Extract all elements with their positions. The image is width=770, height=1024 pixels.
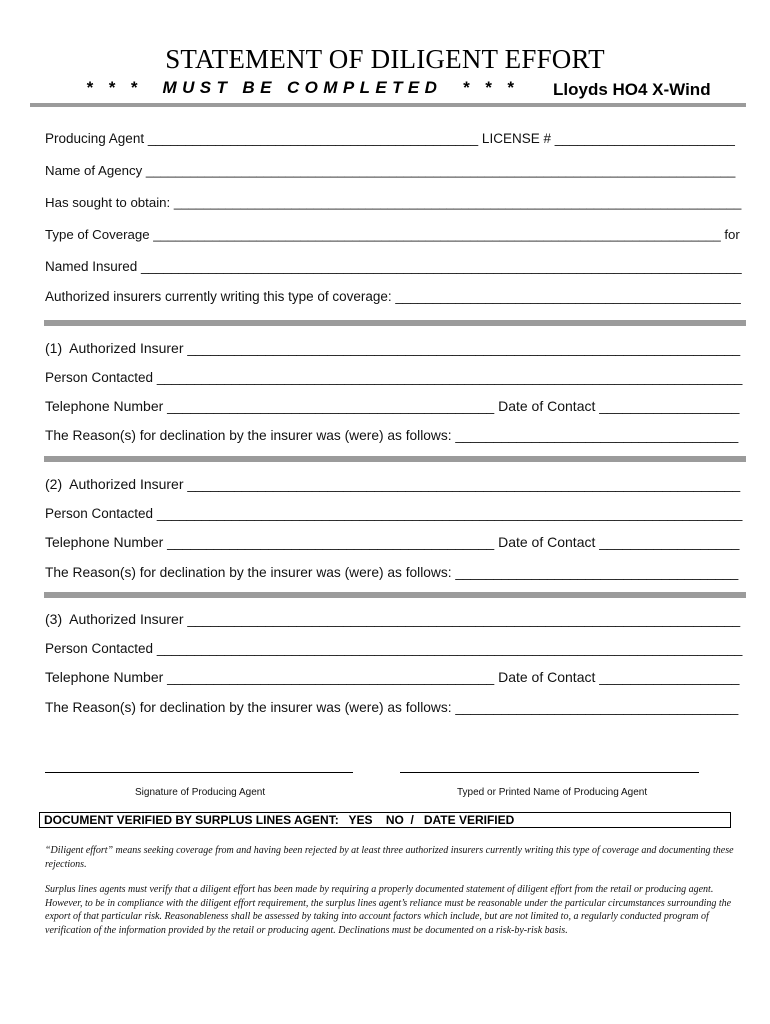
- producing-agent-field[interactable]: Producing Agent ____________________________________________ LICENSE # ________________________: [45, 131, 735, 146]
- section-divider: [44, 456, 746, 462]
- signature-label: Signature of Producing Agent: [135, 787, 266, 798]
- requirement-note: Surplus lines agents must verify that a diligent effort has been made by requiring a properly documented statement of diligent effort from the retail or producing agent. However, to be in compliance with the diligent effort requirement, the surplus lines agent’s reliance must be reasonable under the particular circumstances surrounding the export of that particular risk. Reasonableness shall be assessed by taking into account factors which include, but are not limited to, a regularly conducted program of verification of the information provided by the retail or producing agent. Declinations must be documented on a risk-by-risk basis.: [45, 884, 732, 936]
- header-rule: [30, 103, 746, 107]
- page-title: STATEMENT OF DILIGENT EFFORT: [165, 44, 605, 74]
- section-divider: [44, 320, 746, 326]
- signature-line[interactable]: [45, 772, 353, 773]
- insurer-1-phone-field[interactable]: Telephone Number __________________________________________ Date of Contact __________________: [45, 398, 740, 414]
- insurer-2-authorized-field[interactable]: (2) Authorized Insurer _______________________________________________________________________: [45, 476, 741, 492]
- insurer-2-person-field[interactable]: Person Contacted ______________________________________________________________________________: [45, 506, 743, 521]
- insurer-2-phone-field[interactable]: Telephone Number __________________________________________ Date of Contact __________________: [45, 534, 740, 550]
- insurer-1-person-field[interactable]: Person Contacted ______________________________________________________________________________: [45, 370, 743, 385]
- name-of-agency-field[interactable]: Name of Agency ________________________________________________________________________________: [45, 163, 736, 178]
- printed-name-label: Typed or Printed Name of Producing Agent: [457, 787, 648, 798]
- verification-box[interactable]: DOCUMENT VERIFIED BY SURPLUS LINES AGENT: YES NO / DATE VERIFIED: [39, 812, 731, 828]
- insurer-3-person-field[interactable]: Person Contacted ______________________________________________________________________________: [45, 641, 743, 656]
- type-of-coverage-field[interactable]: Type of Coverage _____________________________________________________________________________ for: [45, 227, 740, 242]
- insurer-2-reason-field[interactable]: The Reason(s) for declination by the insurer was (were) as follows: _____________________________________: [45, 565, 739, 580]
- authorized-insurers-field[interactable]: Authorized insurers currently writing this type of coverage: ______________________________________________: [45, 289, 741, 304]
- insurer-3-phone-field[interactable]: Telephone Number __________________________________________ Date of Contact __________________: [45, 669, 740, 685]
- form-code: Lloyds HO4 X-Wind: [553, 80, 711, 99]
- named-insured-field[interactable]: Named Insured ________________________________________________________________________________: [45, 259, 742, 274]
- insurer-1-reason-field[interactable]: The Reason(s) for declination by the insurer was (were) as follows: _____________________________________: [45, 428, 739, 443]
- printed-name-line[interactable]: [400, 772, 699, 773]
- definition-note: “Diligent effort” means seeking coverage from and having been rejected by at least three authorized insurers currently writing this type of coverage and documenting these rejections.: [45, 845, 734, 870]
- insurer-1-authorized-field[interactable]: (1) Authorized Insurer _______________________________________________________________________: [45, 340, 741, 356]
- has-sought-field[interactable]: Has sought to obtain: _____________________________________________________________________________: [45, 195, 742, 210]
- page-subtitle: * * * MUST BE COMPLETED * * *: [86, 78, 519, 97]
- insurer-3-authorized-field[interactable]: (3) Authorized Insurer _______________________________________________________________________: [45, 611, 741, 627]
- insurer-3-reason-field[interactable]: The Reason(s) for declination by the insurer was (were) as follows: _____________________________________: [45, 700, 739, 715]
- section-divider: [44, 592, 746, 598]
